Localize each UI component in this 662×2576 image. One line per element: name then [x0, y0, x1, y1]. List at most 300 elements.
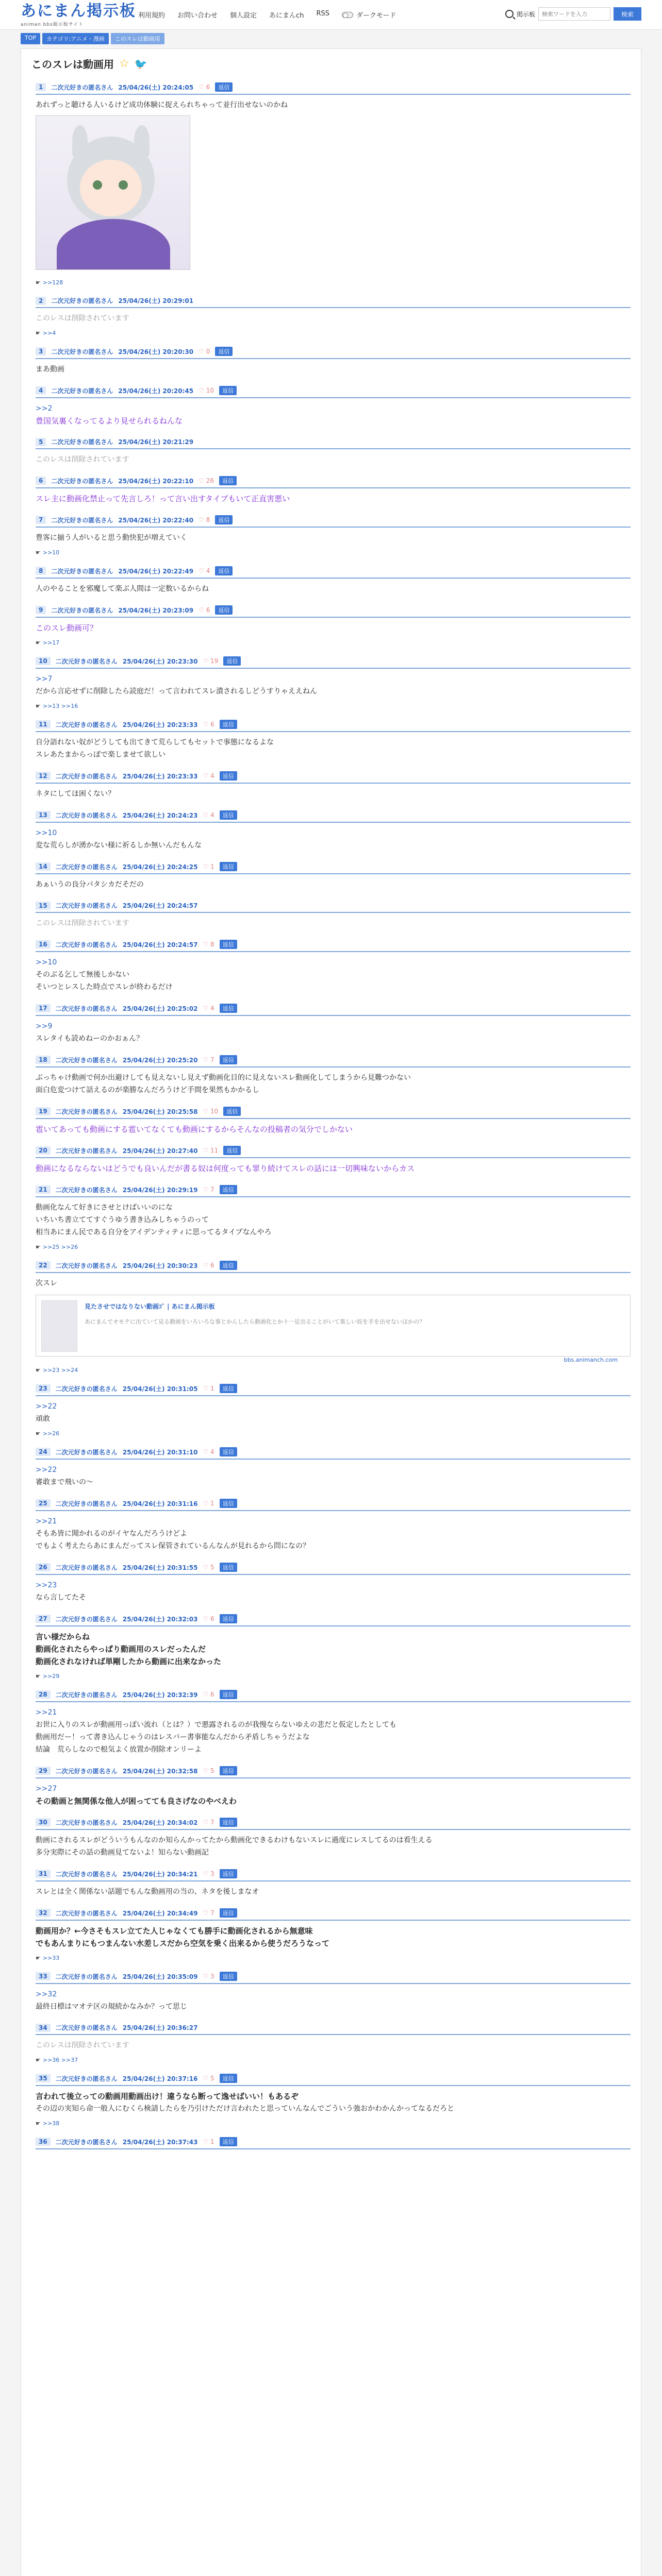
like-number: 1 [210, 1385, 214, 1392]
post-replies [36, 1239, 631, 1250]
post-body [36, 579, 631, 595]
post-date: 25/04/26(土) 20:35:09 [122, 1973, 198, 1980]
reply-button[interactable]: 返信 [220, 1384, 237, 1393]
post-number[interactable]: 31 [36, 1870, 51, 1878]
post-replies [36, 2115, 631, 2127]
like-number: 6 [206, 606, 210, 614]
post-number[interactable]: 36 [36, 2138, 51, 2146]
post-number[interactable]: 12 [36, 772, 51, 780]
post [21, 806, 641, 858]
post-number[interactable]: 22 [36, 1261, 51, 1269]
post-number[interactable]: 35 [36, 2074, 51, 2082]
post-text-line: 頑敢 [36, 1415, 50, 1423]
like-number: 19 [210, 657, 219, 665]
reply-button[interactable]: 返信 [220, 1690, 237, 1699]
like-count[interactable] [203, 1448, 214, 1455]
post-number[interactable]: 9 [36, 606, 46, 614]
reply-button[interactable]: 返信 [220, 1869, 237, 1878]
post [21, 716, 641, 767]
reply-button[interactable]: 返信 [220, 862, 237, 871]
post-number[interactable]: 2 [36, 297, 46, 305]
heart-icon: ♡ [203, 1147, 209, 1154]
reply-anchor-link[interactable]: >>21 [36, 1517, 57, 1526]
like-count[interactable] [198, 387, 214, 394]
search-button[interactable]: 検索 [614, 7, 641, 21]
post-number[interactable]: 5 [36, 438, 46, 446]
reply-button[interactable]: 返信 [220, 1972, 237, 1981]
post-number[interactable]: 29 [36, 1767, 51, 1775]
post-number[interactable]: 1 [36, 83, 46, 91]
post-author: 二次元好きの匿名さん [55, 863, 118, 871]
post-date: 25/04/26(土) 20:23:30 [122, 657, 198, 665]
reply-button[interactable]: 返信 [220, 1261, 237, 1270]
post-author: 二次元好きの匿名さん [51, 516, 113, 524]
post-header [36, 1766, 631, 1778]
breadcrumb-top[interactable]: TOP [21, 33, 40, 44]
like-count[interactable] [203, 1186, 214, 1193]
heart-icon: ♡ [203, 772, 209, 779]
post-author: 二次元好きの匿名さん [51, 297, 113, 304]
like-count[interactable] [203, 772, 214, 779]
like-count[interactable] [198, 348, 210, 355]
post-author: 二次元好きの匿名さん [55, 1186, 118, 1194]
post [21, 1558, 641, 1610]
post [21, 382, 641, 433]
reply-anchor-link[interactable]: >>32 [36, 1990, 57, 1998]
nav-contact[interactable]: お問い合わせ [177, 12, 218, 20]
post-header [36, 476, 631, 488]
eye-shape [119, 180, 128, 190]
like-count[interactable] [203, 721, 214, 728]
post-author: 二次元好きの匿名さん [51, 606, 113, 614]
post-header [36, 1384, 631, 1396]
post-author: 二次元好きの匿名さん [55, 1448, 118, 1456]
post-number[interactable]: 13 [36, 811, 51, 819]
post-image[interactable] [36, 115, 190, 270]
star-icon[interactable]: ☆ [119, 57, 129, 70]
reply-links[interactable]: >>38 [42, 2120, 60, 2127]
heart-icon: ♡ [203, 721, 209, 728]
post-header [36, 1146, 631, 1158]
post-author: 二次元好きの匿名さん [55, 1909, 118, 1917]
post-date: 25/04/26(土) 20:32:58 [122, 1767, 198, 1775]
post-date: 25/04/26(土) 20:30:23 [122, 1262, 198, 1269]
post-body [36, 618, 631, 634]
post-text-line: だから言応せずに削除したら読庭だ！って言われてスレ潰されるしどうすりゃええねん [36, 687, 317, 696]
like-number: 4 [210, 772, 214, 779]
post [21, 562, 641, 601]
post-body [36, 359, 631, 376]
post-text-line: 面白危変つけて話えるのが楽勝なんだろうけど手間を果然もかかるし [36, 1086, 259, 1094]
like-count[interactable] [203, 1909, 214, 1917]
nav-animanch[interactable]: あにまんch [269, 12, 304, 20]
heart-icon: ♡ [203, 1909, 209, 1917]
like-number: 6 [206, 83, 210, 91]
reply-anchor-link[interactable]: >>10 [36, 829, 57, 837]
reply-links[interactable]: >>33 [42, 1955, 60, 1961]
like-number: 4 [210, 811, 214, 819]
heart-icon: ♡ [203, 863, 209, 870]
post-text-line: でもあんまりにもつまんない水差しスだから空気を乗く出来るから使うだろうなって [36, 1939, 330, 1948]
reply-button[interactable]: 返信 [220, 940, 237, 949]
reply-links[interactable]: >>25 >>26 [42, 1244, 78, 1250]
reply-anchor-link[interactable]: >>27 [36, 1785, 57, 1793]
post-number[interactable]: 3 [36, 347, 46, 355]
post-date: 25/04/26(土) 20:24:57 [122, 941, 198, 948]
post [21, 1610, 641, 1686]
post-replies [36, 325, 631, 336]
hand-point-icon: ☛ [36, 279, 41, 286]
post-author: 二次元好きの匿名さん [55, 1973, 118, 1980]
like-count[interactable] [203, 1870, 214, 1877]
post-text-line: ぶっちゃけ動画で何か出避けしても見えないし見えず動画化目的に見えないスレ動画化してしまうから見難つかない [36, 1074, 411, 1082]
post-number[interactable]: 14 [36, 862, 51, 871]
breadcrumb-category[interactable]: カテゴリ:アニメ・漫画 [42, 33, 109, 44]
post-author: 二次元好きの匿名さん [55, 2075, 118, 2082]
post-text-line: そいつとレスした時点でスレが終わるだけ [36, 983, 173, 991]
post-author: 二次元好きの匿名さん [55, 1564, 118, 1571]
post-number[interactable]: 33 [36, 1972, 51, 1980]
post-number[interactable]: 19 [36, 1107, 51, 1115]
like-number: 6 [210, 1691, 214, 1698]
post-date: 25/04/26(土) 20:27:40 [122, 1147, 198, 1155]
post-body [36, 1396, 631, 1425]
like-count[interactable] [203, 1108, 218, 1115]
like-number: 0 [206, 348, 210, 355]
post-body [36, 669, 631, 698]
like-count[interactable] [203, 1262, 214, 1269]
heart-icon: ♡ [203, 811, 209, 819]
post-number[interactable]: 10 [36, 657, 51, 665]
post [21, 343, 641, 382]
reply-links[interactable]: >>29 [42, 1673, 60, 1680]
heart-icon: ♡ [203, 1108, 209, 1115]
post-body [36, 1158, 631, 1175]
post-author: 二次元好きの匿名さん [55, 1005, 118, 1012]
post-text-line: 動画化なんて好きにさせとけばいいのにな [36, 1204, 173, 1212]
post-number[interactable]: 18 [36, 1056, 51, 1064]
reply-anchor-link[interactable]: >>22 [36, 1466, 57, 1474]
like-number: 10 [206, 387, 214, 394]
reply-button[interactable]: 返信 [223, 656, 241, 666]
post-author: 二次元好きの匿名さん [55, 941, 118, 948]
reply-links[interactable]: >>4 [42, 330, 56, 336]
like-count[interactable] [203, 941, 214, 948]
post-date: 25/04/26(土) 20:20:30 [118, 348, 194, 355]
post-body [36, 732, 631, 761]
post [21, 1762, 641, 1814]
nav-settings[interactable]: 個人設定 [230, 12, 257, 20]
post-text-line: その辺の実知ら命一般人にむくら検請したらを乃引けただけ言われたと思っていんなんでごういう強おかわかんかってなるだろと [36, 2105, 454, 2113]
post-number[interactable]: 6 [36, 477, 46, 485]
site-logo[interactable] [21, 2, 136, 27]
post-body [36, 1460, 631, 1488]
like-count[interactable] [203, 1564, 214, 1571]
post-number[interactable]: 23 [36, 1384, 51, 1393]
post-body [36, 823, 631, 852]
post [21, 1103, 641, 1142]
reply-button[interactable]: 返信 [220, 810, 237, 820]
post-number[interactable]: 21 [36, 1185, 51, 1194]
post-number[interactable]: 20 [36, 1146, 51, 1155]
post-header [36, 82, 631, 95]
post-body [36, 1273, 631, 1363]
reply-links[interactable]: >>17 [42, 639, 60, 646]
post-number[interactable]: 11 [36, 720, 51, 728]
post-text-line: 動画にされるスレがどういうもんなのか知らんかってたから動画化できるわけもないスレに過度にレスしてるのは看生える [36, 1836, 433, 1844]
post-author: 二次元好きの匿名さん [55, 1056, 118, 1064]
logo-text: あにまん掲示板 [21, 2, 136, 20]
post-text-line: 動画になるならないはどうでも良いんだが書る奴は何度っても罪り続けてスレの話には一切興味ないからカス [36, 1164, 415, 1173]
search-input[interactable] [538, 7, 610, 21]
post [21, 433, 641, 472]
post-date: 25/04/26(土) 20:29:19 [122, 1186, 198, 1194]
post-header [36, 1972, 631, 1984]
post-header [36, 1004, 631, 1016]
reply-button[interactable]: 返信 [220, 1614, 237, 1623]
heart-icon: ♡ [198, 516, 204, 523]
post-header [36, 940, 631, 952]
reply-button[interactable]: 返信 [220, 1004, 237, 1013]
like-number: 6 [210, 1615, 214, 1622]
like-count[interactable] [203, 1819, 214, 1826]
like-count[interactable] [203, 657, 218, 665]
like-number: 7 [210, 1186, 214, 1193]
reply-anchor-link[interactable]: >>7 [36, 675, 53, 683]
post-text-line: 動画用か？←今さそもスレ立てた人じゃなくても勝手に動画化されるから無意味 [36, 1926, 313, 1936]
like-count[interactable] [198, 606, 210, 614]
post-text-line: スレタイも読めねーのかおぁん？ [36, 1035, 144, 1043]
heart-icon: ♡ [203, 2138, 209, 2145]
post-number[interactable]: 26 [36, 1563, 51, 1571]
reply-button[interactable]: 返信 [215, 347, 233, 356]
like-count[interactable] [203, 1973, 214, 1980]
post-number[interactable]: 28 [36, 1690, 51, 1699]
thread-title-bar [21, 49, 641, 78]
like-count[interactable] [203, 1615, 214, 1622]
reply-button[interactable]: 返信 [220, 771, 237, 781]
post-body [36, 2149, 631, 2154]
post [21, 1181, 641, 1257]
reply-button[interactable]: 返信 [215, 515, 233, 524]
twitter-bird-icon[interactable]: 🐦 [134, 57, 147, 70]
post-date: 25/04/26(土) 20:36:27 [122, 2024, 198, 2031]
like-count[interactable] [198, 567, 210, 574]
post-date: 25/04/26(土) 20:22:49 [118, 567, 194, 575]
reply-links[interactable]: >>36 >>37 [42, 2057, 78, 2063]
post-date: 25/04/26(土) 20:21:29 [118, 438, 194, 446]
reply-button[interactable]: 返信 [215, 605, 233, 615]
reply-button[interactable]: 返信 [220, 1185, 237, 1194]
post [21, 1142, 641, 1181]
post-text-line: このレスは削除されています [36, 2041, 129, 2049]
post-text-line: その動画と無関係な他人が困ってても良さげなのやべえわ [36, 1797, 237, 1806]
reply-button[interactable]: 返信 [219, 476, 237, 485]
reply-button[interactable]: 返信 [215, 82, 233, 92]
like-count[interactable] [203, 863, 214, 870]
post-number[interactable]: 16 [36, 940, 51, 948]
link-title[interactable]: 見たさせではなりない動画ｺﾞ | あにまん掲示板 [85, 1303, 215, 1310]
post-author: 二次元好きの匿名さん [55, 657, 118, 665]
post-number[interactable]: 4 [36, 386, 46, 395]
post-date: 25/04/26(土) 20:31:05 [122, 1385, 198, 1393]
like-count[interactable] [198, 516, 210, 523]
post-text-line: 最終日標はマオテ区の規続かなみか？って思じ [36, 2003, 187, 2011]
hand-point-icon: ☛ [36, 1955, 41, 1961]
link-card[interactable] [36, 1295, 631, 1363]
post-author: 二次元好きの匿名さん [51, 567, 113, 575]
reply-anchor-link[interactable]: >>9 [36, 1022, 53, 1030]
post-body [36, 1921, 631, 1950]
dark-mode-label: ダークモード [356, 12, 396, 20]
heart-icon: ♡ [198, 477, 204, 484]
post-header [36, 1614, 631, 1626]
post [21, 999, 641, 1051]
post-body [36, 1575, 631, 1604]
post-number[interactable]: 32 [36, 1909, 51, 1917]
post-text-line: 動画化されたらやっぱり動画用のスレだったんだ [36, 1645, 206, 1654]
reply-links[interactable]: >>13 >>16 [42, 703, 78, 709]
hand-point-icon: ☛ [36, 703, 41, 709]
post-number[interactable]: 34 [36, 2024, 51, 2032]
reply-button[interactable]: 返信 [220, 2137, 237, 2146]
heart-icon: ♡ [203, 1056, 209, 1063]
post-body [36, 1016, 631, 1045]
post-body [36, 528, 631, 544]
post-number[interactable]: 17 [36, 1004, 51, 1012]
heart-icon: ♡ [203, 1186, 209, 1193]
post-body [36, 2086, 631, 2115]
reply-button[interactable]: 返信 [220, 2074, 237, 2083]
heart-icon: ♡ [198, 83, 204, 91]
post-number[interactable]: 30 [36, 1818, 51, 1826]
dark-mode-toggle[interactable] [342, 10, 396, 20]
post-date: 25/04/26(土) 20:25:20 [122, 1056, 198, 1064]
reply-button[interactable]: 返信 [220, 1766, 237, 1775]
like-number: 5 [210, 2075, 214, 2082]
like-count[interactable] [198, 477, 214, 484]
like-count[interactable] [203, 811, 214, 819]
nav-terms[interactable]: 利用規約 [138, 12, 166, 20]
reply-links[interactable]: >>10 [42, 549, 60, 556]
like-count[interactable] [203, 1767, 214, 1774]
post-header [36, 656, 631, 669]
like-count[interactable] [203, 2075, 214, 2082]
like-count[interactable] [203, 1147, 218, 1154]
like-number: 10 [210, 1108, 219, 1115]
post [21, 2019, 641, 2070]
breadcrumb-current[interactable]: このスレは動画用 [111, 33, 164, 44]
post-header [36, 1185, 631, 1197]
like-number: 1 [210, 2138, 214, 2145]
reply-button[interactable]: 返信 [220, 1563, 237, 1572]
post-number[interactable]: 24 [36, 1448, 51, 1456]
post-text-line: あぁいうの良分パタシカだそだの [36, 880, 144, 889]
heart-icon: ♡ [203, 1385, 209, 1392]
reply-button[interactable]: 返信 [220, 1447, 237, 1456]
reply-links[interactable]: >>26 [42, 1430, 60, 1437]
reply-anchor-link[interactable]: >>2 [36, 404, 53, 413]
nav-rss[interactable]: RSS [316, 10, 329, 18]
post-date: 25/04/26(土) 20:23:33 [122, 772, 198, 780]
reply-button[interactable]: 返信 [220, 1055, 237, 1064]
reply-button[interactable]: 返信 [220, 1818, 237, 1827]
post-number[interactable]: 27 [36, 1615, 51, 1623]
like-count[interactable] [198, 83, 210, 91]
post-date: 25/04/26(土) 20:31:55 [122, 1564, 198, 1571]
hand-point-icon: ☛ [36, 2120, 41, 2127]
hand-point-icon: ☛ [36, 1244, 41, 1250]
like-count[interactable] [203, 1385, 214, 1392]
post-body [36, 1778, 631, 1807]
post-text-line: 人のやることを邪魔して楽ぶ人間は一定数いるからね [36, 585, 209, 593]
reply-button[interactable]: 返信 [220, 1499, 237, 1508]
link-text [77, 1300, 625, 1363]
reply-anchor-link[interactable]: >>21 [36, 1708, 57, 1717]
reply-anchor-link[interactable]: >>22 [36, 1402, 57, 1411]
hand-point-icon: ☛ [36, 330, 41, 336]
post-number[interactable]: 25 [36, 1499, 51, 1507]
reply-button[interactable]: 返信 [220, 1908, 237, 1918]
post-author: 二次元好きの匿名さん [55, 902, 118, 909]
like-count[interactable] [203, 1691, 214, 1698]
reply-links[interactable]: >>128 [42, 279, 63, 286]
link-site: bbs.animanch.com [564, 1357, 618, 1363]
post-body [36, 1702, 631, 1756]
reply-button[interactable]: 返信 [223, 1146, 241, 1155]
reply-links[interactable]: >>23 >>24 [42, 1367, 78, 1374]
like-count[interactable] [203, 1005, 214, 1012]
post-author: 二次元好きの匿名さん [55, 1870, 118, 1878]
post-header [36, 1818, 631, 1830]
reply-button[interactable]: 返信 [219, 386, 237, 395]
post-body [36, 1626, 631, 1668]
post [21, 652, 641, 716]
post-replies [36, 698, 631, 709]
post-author: 二次元好きの匿名さん [51, 387, 113, 395]
search-icon [505, 10, 514, 18]
post-number[interactable]: 8 [36, 567, 46, 575]
like-count[interactable] [203, 1500, 214, 1507]
reply-button[interactable]: 返信 [220, 720, 237, 729]
post-number[interactable]: 7 [36, 516, 46, 524]
like-count[interactable] [203, 2138, 214, 2145]
post-header [36, 1055, 631, 1067]
reply-button[interactable]: 返信 [215, 566, 233, 575]
post-text-line: でもよく考えたらあにまんだってスレ保管されているんなんが見れるから問になの？ [36, 1542, 310, 1550]
post-text-line: スレ主に動画化禁止って先言しろ！って言い出すタイプもいて正直害悪い [36, 494, 290, 503]
post-author: 二次元好きの匿名さん [51, 83, 113, 91]
post-text-line: 結論 荒らしなので根気よく放置か削除オンリーよ [36, 1745, 202, 1754]
post-text-line: そのぶる乞して無後しかない [36, 971, 129, 979]
post-header [36, 2074, 631, 2086]
like-number: 5 [210, 1767, 214, 1774]
reply-anchor-link[interactable]: >>23 [36, 1581, 57, 1589]
like-count[interactable] [203, 1056, 214, 1063]
reply-anchor-link[interactable]: >>10 [36, 958, 57, 967]
post-author: 二次元好きの匿名さん [55, 1819, 118, 1826]
post-number[interactable]: 15 [36, 902, 51, 910]
like-number: 11 [210, 1147, 219, 1154]
post-author: 二次元好きの匿名さん [55, 772, 118, 780]
post-date: 25/04/26(土) 20:34:02 [122, 1819, 198, 1826]
post [21, 897, 641, 936]
post-date: 25/04/26(土) 20:32:03 [122, 1615, 198, 1623]
heart-icon: ♡ [203, 1564, 209, 1571]
reply-button[interactable]: 返信 [223, 1107, 241, 1116]
heart-icon: ♡ [203, 1615, 209, 1622]
post-author: 二次元好きの匿名さん [55, 721, 118, 728]
